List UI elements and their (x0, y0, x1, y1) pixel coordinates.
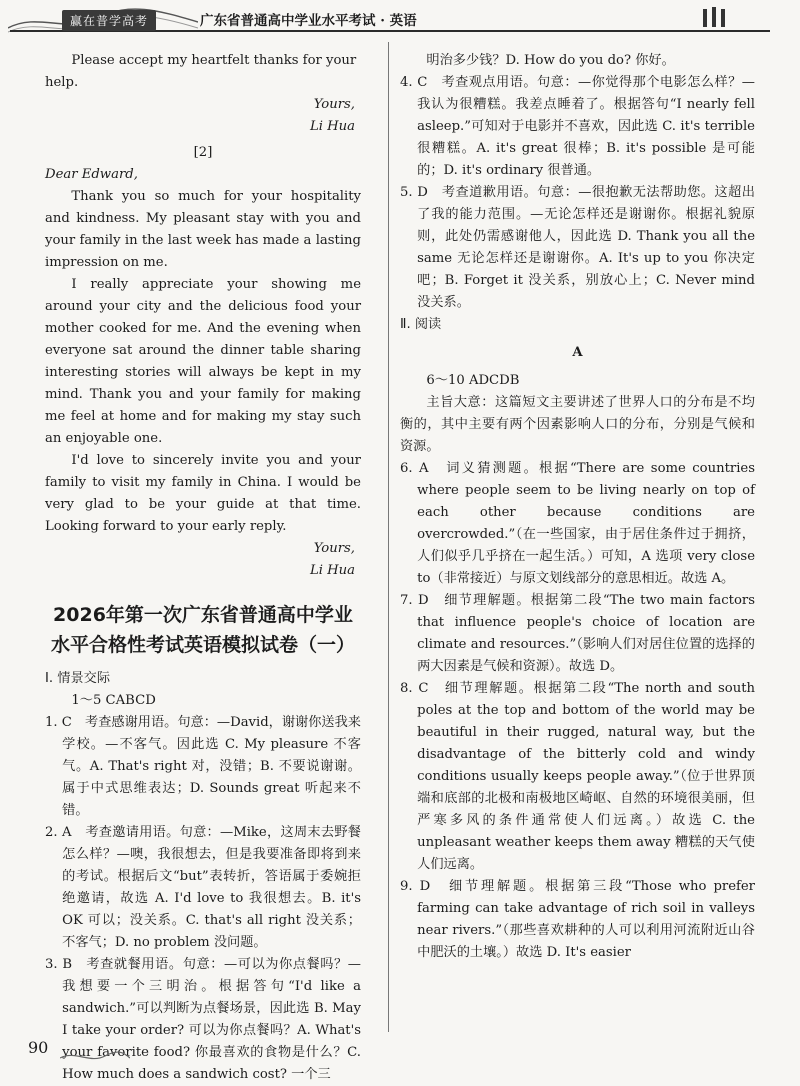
left-column (45, 50, 361, 1086)
continued-line: 明治多少钱？D. How do you do? 你好。 (426, 53, 675, 68)
answer-key: 1～5 CABCD (71, 693, 156, 708)
pencils-icon (700, 6, 730, 30)
answer-explanation: 3. B 考查就餐用语。句意：—可以为你点餐吗？—我想要一个三明治。根据答句“I'd like a sandwich.”可以判断为点餐场景，因此选 B. May I take your order? 可以为你点餐吗？A. What's your favorite food? 你最喜欢的食物是什么？C. How much does a sandwich cost? 一个三 (45, 957, 361, 1082)
letter2-paragraph: Thank you so much for your hospitality and kindness. My pleasant stay with you and your family in the last week has made a lasting impression on me. (45, 189, 361, 270)
section-heading: Ⅱ. 阅读 (400, 317, 442, 332)
letter1-closing-line: Please accept my heartfelt thanks for your help. (45, 53, 357, 90)
letter1-signature: Li Hua (309, 119, 355, 134)
main-idea: 主旨大意：这篇短文主要讲述了世界人口的分布是不均衡的，其中主要有两个因素影响人口的分布，分别是气候和资源。 (400, 395, 755, 454)
letter2-paragraph: I really appreciate your showing me around your city and the delicious food your mother cooked for me. And the evening when everyone sat around the dinner table sharing interesting stories will always be kept in my mind. Thank you and your family for making me feel at home and for making my stay such an enjoyable one. (45, 277, 361, 446)
answer-key: 6～10 ADCDB (426, 373, 520, 388)
section-heading: Ⅰ. 情景交际 (45, 671, 111, 686)
answer-explanation: 4. C 考查观点用语。句意：—你觉得那个电影怎么样？—我认为很糟糕。我差点睡着了。根据答句“I nearly fell asleep.”可知对于电影并不喜欢，因此选 C. it's terrible 很糟糕。A. it's great 很棒；B. it's possible 是可能的；D. it's ordinary 很普通。 (400, 75, 755, 178)
answer-explanation: 8. C 细节理解题。根据第二段“The north and south poles at the top and bottom of the world may be beautiful in their rugged, natural way, but the disadvantage of the bitterly cold and windy conditions usually keeps people away.”（位于世界顶端和底部的北极和南极地区崎岖、自然的环境很美丽，但严寒多风的条件通常使人们远离。）故选 C. the unpleasant weather keeps them away 糟糕的天气使人们远离。 (400, 681, 755, 872)
letter2-yours: Yours, (313, 541, 355, 556)
answer-explanation: 7. D 细节理解题。根据第二段“The two main factors that influence people's choice of location are climate and resources.”（影响人们对居住位置的选择的两大因素是气候和资源）。故选 D。 (400, 593, 755, 674)
answer-explanation: 2. A 考查邀请用语。句意：—Mike，这周末去野餐怎么样？—噢，我很想去，但是我要准备即将到来的考试。根据后文“but”表转折，答语属于委婉拒绝邀请，故选 A. I'd love to 我很想去。B. it's OK 可以；没关系。C. that's all right 没关系；不客气；D. no problem 没问题。 (45, 825, 361, 950)
footer-wave-icon (60, 1050, 130, 1064)
answer-explanation: 9. D 细节理解题。根据第三段“Those who prefer farming can take advantage of rich soil in valleys near rivers.”（那些喜欢耕种的人可以利用河流附近山谷中肥沃的土壤。）故选 D. It's easier (400, 879, 755, 960)
letter2-salutation: Dear Edward, (45, 167, 138, 182)
series-tag: 赢在普学高考 (62, 10, 156, 31)
exam-title: 2026年第一次广东省普通高中学业水平合格性考试英语模拟试卷（一） (50, 604, 355, 656)
page-number: 90 (28, 1038, 49, 1057)
letter2-number: [2] (193, 145, 213, 160)
letter2-paragraph: I'd love to sincerely invite you and your family to visit my family in China. I would be very glad to be your guide at that time. Looking forward to your early reply. (45, 453, 361, 534)
answer-explanation: 6. A 词义猜测题。根据“There are some countries where people seem to be living nearly on top of each other because conditions are overcrowded.”（在一些国家，由于居住条件过于拥挤，人们似乎几乎挤在一起生活。）可知，A 选项 very close to（非常接近）与原文划线部分的意思相近。故选 A。 (400, 461, 755, 586)
passage-label: A (572, 345, 583, 360)
letter2-signature: Li Hua (309, 563, 355, 578)
letter1-yours: Yours, (313, 97, 355, 112)
book-title: 广东省普通高中学业水平考试 · 英语 (200, 13, 417, 29)
right-column (400, 50, 755, 964)
answer-explanation: 1. C 考查感谢用语。句意：—David，谢谢你送我来学校。—不客气。因此选 C. My pleasure 不客气。A. That's right 对，没错；B. 不要说谢谢。属于中式思维表达；D. Sounds great 听起来不错。 (45, 715, 361, 818)
column-divider (388, 42, 389, 1032)
answer-explanation: 5. D 考查道歉用语。句意：—很抱歉无法帮助您。这超出了我的能力范围。—无论怎样还是谢谢你。根据礼貌原则，此处仍需感谢他人，因此选 D. Thank you all the same 无论怎样还是谢谢你。A. It's up to you 你决定吧；B. Forget it 没关系，别放心上；C. Never mind 没关系。 (400, 185, 755, 310)
page-header (0, 0, 800, 40)
